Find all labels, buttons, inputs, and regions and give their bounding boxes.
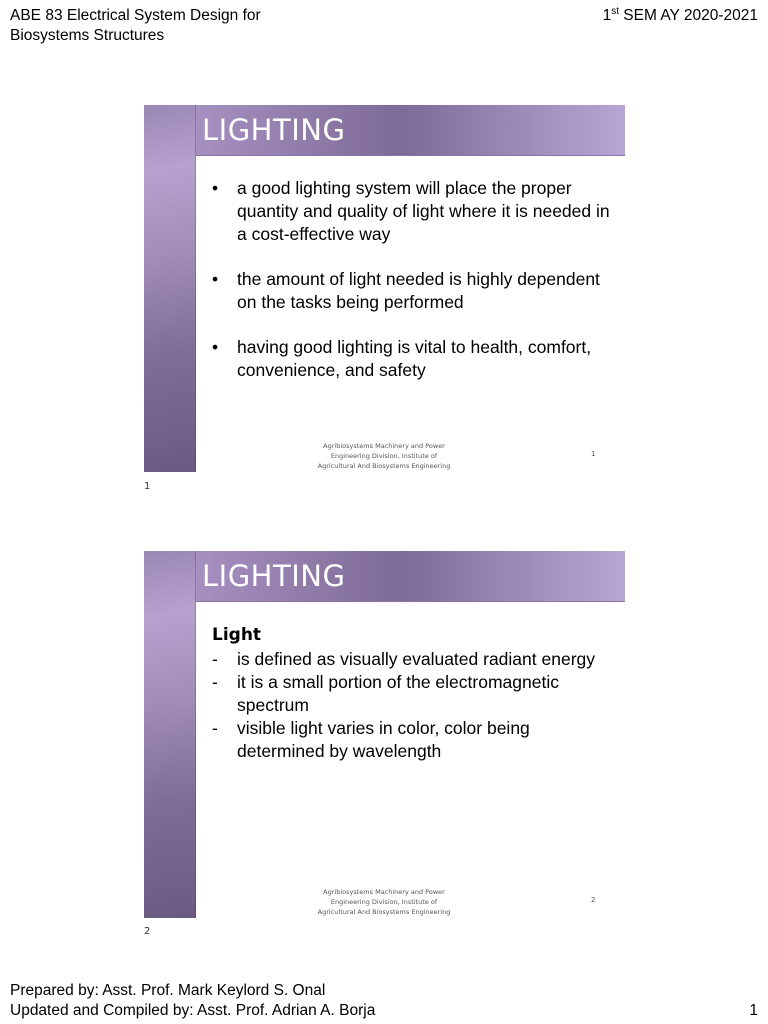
semester-number: 1 <box>602 7 612 24</box>
prepared-by: Prepared by: Asst. Prof. Mark Keylord S. Onal <box>10 982 326 999</box>
definition-text: is defined as visually evaluated radiant energy <box>237 649 595 669</box>
slide-2 <box>144 551 625 918</box>
bullet-marker: • <box>212 337 219 357</box>
dash-marker: - <box>212 672 218 692</box>
bullet-marker: • <box>212 269 219 289</box>
definition-term: Light <box>212 625 262 645</box>
definition-item <box>212 717 612 763</box>
bullet-text: the amount of light needed is highly dependent on the tasks being performed <box>237 269 600 312</box>
slide-title: LIGHTING <box>202 113 346 147</box>
updated-by: Updated and Compiled by: Asst. Prof. Adrian A. Borja <box>10 1002 376 1019</box>
page-credits <box>10 981 375 1021</box>
definition-text: it is a small portion of the electromagnetic spectrum <box>237 672 559 715</box>
slide-number: 2 <box>591 896 596 904</box>
slide-definition-list <box>212 624 612 763</box>
dash-marker: - <box>212 649 218 669</box>
course-title: ABE 83 Electrical System Design for Biosystems Structures <box>10 7 261 44</box>
slide-1 <box>144 105 625 472</box>
definition-item <box>212 648 612 671</box>
slide-bullet-list <box>212 177 612 404</box>
semester-text: SEM AY 2020-2021 <box>618 7 758 24</box>
semester-label <box>603 6 758 26</box>
slide-side-bar <box>144 551 196 918</box>
definition-item <box>212 671 612 717</box>
thumbnail-number: 1 <box>144 481 151 492</box>
bullet-item <box>212 336 612 382</box>
slide-footer-text: Agribiosystems Machinery and Power Engineering Division, Institute of Agricultural And Biosystems Engineering <box>317 888 451 916</box>
slide-number: 1 <box>591 450 596 458</box>
bullet-item <box>212 177 612 246</box>
definition-text: visible light varies in color, color being determined by wavelength <box>237 718 530 761</box>
semester-ordinal: st <box>611 6 619 17</box>
bullet-text: a good lighting system will place the proper quantity and quality of light where it is needed in a cost-effective way <box>237 178 610 244</box>
bullet-marker: • <box>212 178 219 198</box>
slide-footer-text: Agribiosystems Machinery and Power Engineering Division, Institute of Agricultural And Biosystems Engineering <box>317 442 451 470</box>
bullet-text: having good lighting is vital to health, comfort, convenience, and safety <box>237 337 592 380</box>
dash-marker: - <box>212 718 218 738</box>
slide-side-bar <box>144 105 196 472</box>
page-number: 1 <box>749 1002 758 1019</box>
thumbnail-number: 2 <box>144 926 151 937</box>
bullet-item <box>212 268 612 314</box>
slide-title: LIGHTING <box>202 559 346 593</box>
